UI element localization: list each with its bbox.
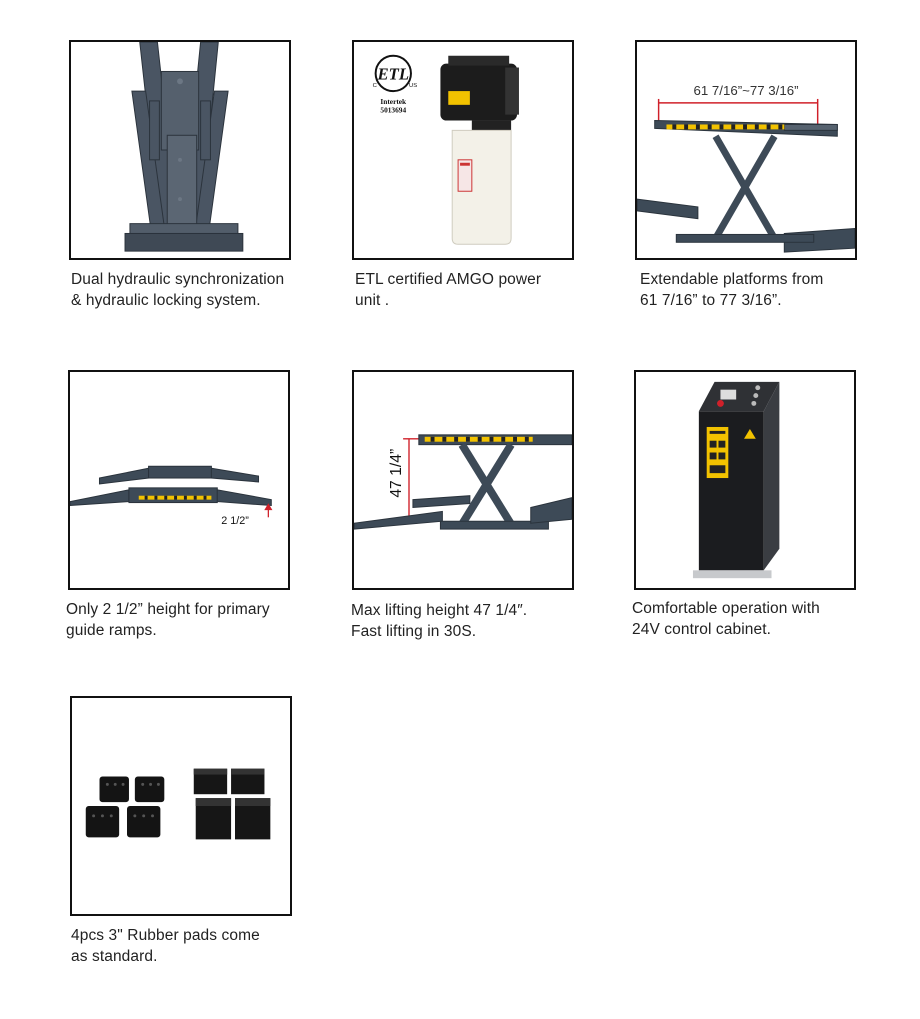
caption-line: & hydraulic locking system. xyxy=(71,292,261,309)
svg-text:C: C xyxy=(372,83,377,90)
motor xyxy=(440,56,519,131)
caption-line: Only 2 1/2” height for primary xyxy=(66,601,270,618)
caption-line: as standard. xyxy=(71,948,158,965)
caption-line: Comfortable operation with xyxy=(632,600,820,617)
oil-reservoir xyxy=(452,130,511,244)
hydraulic-lift-illustration xyxy=(71,42,289,258)
safety-stripe xyxy=(666,124,784,129)
photo-extendable-platforms xyxy=(635,40,857,260)
photo-guide-ramps xyxy=(68,370,290,590)
dimension-label: 2 1/2” xyxy=(221,515,249,528)
caption-lifting-height xyxy=(351,600,621,642)
caption-line: Dual hydraulic synchronization xyxy=(71,271,285,288)
lifting-illustration xyxy=(354,372,572,588)
caption-guide-ramps xyxy=(66,599,336,641)
caption-extendable-platforms xyxy=(640,269,910,311)
caption-line: 61 7/16” to 77 3/16”. xyxy=(640,292,782,309)
svg-text:US: US xyxy=(409,83,418,90)
ramps-illustration xyxy=(70,372,288,588)
svg-text:Intertek: Intertek xyxy=(380,96,407,106)
caption-line: guide ramps. xyxy=(66,622,157,639)
caption-hydraulic-system xyxy=(71,269,341,311)
svg-text:5013694: 5013694 xyxy=(380,105,407,115)
dimension-label: 61 7/16”~77 3/16” xyxy=(693,83,799,99)
power-unit-illustration xyxy=(354,42,572,258)
caption-line: 24V control cabinet. xyxy=(632,621,772,638)
caption-line: unit . xyxy=(355,292,390,309)
caption-line: 4pcs 3" Rubber pads come xyxy=(71,927,260,944)
photo-hydraulic-system xyxy=(69,40,291,260)
dimension-label: 47 1/4” xyxy=(388,448,406,498)
photo-rubber-pads xyxy=(70,696,292,916)
photo-lifting-height xyxy=(352,370,574,590)
caption-rubber-pads xyxy=(71,925,341,967)
cabinet-illustration xyxy=(636,372,854,588)
caption-control-cabinet xyxy=(632,598,902,640)
caption-line: ETL certified AMGO power xyxy=(355,271,542,288)
rubber-pads-illustration xyxy=(72,698,290,914)
caption-power-unit xyxy=(355,269,625,311)
etl-mark: ETL xyxy=(377,64,410,84)
caption-line: Fast lifting in 30S. xyxy=(351,623,477,640)
photo-control-cabinet xyxy=(634,370,856,590)
photo-power-unit xyxy=(352,40,574,260)
platform-illustration xyxy=(637,42,855,258)
caption-line: Extendable platforms from xyxy=(640,271,824,288)
caption-line: Max lifting height 47 1/4″. xyxy=(351,602,528,619)
cabinet xyxy=(693,382,779,578)
